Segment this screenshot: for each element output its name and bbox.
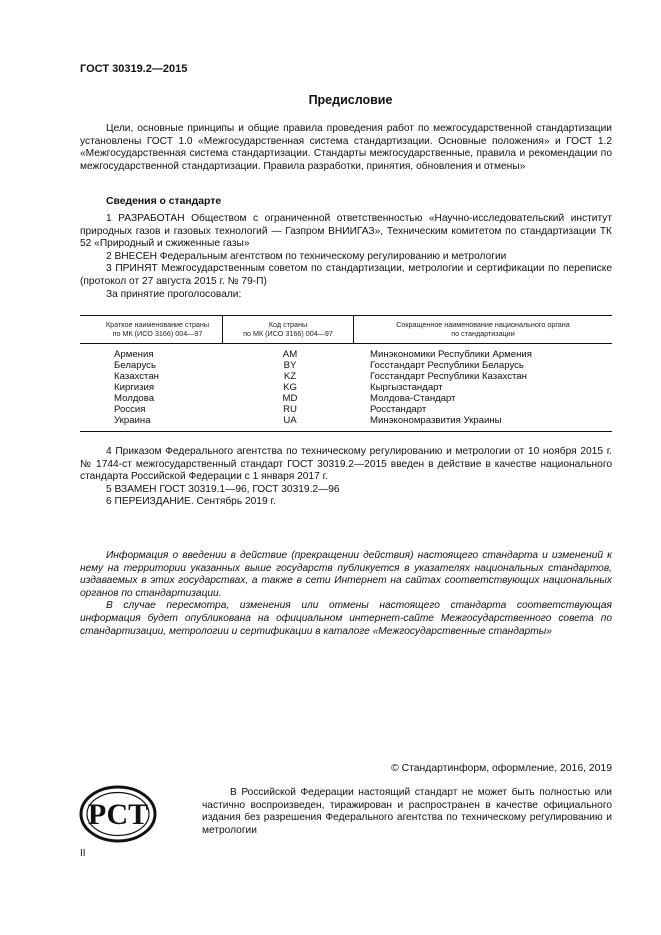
item-2: 2 ВНЕСЕН Федеральным агентством по техническому регулированию и метрологии: [106, 250, 507, 262]
item-5: 5 ВЗАМЕН ГОСТ 30319.1—96, ГОСТ 30319.2—96: [106, 483, 340, 495]
item-4: 4 Приказом Федерального агентства по техническому регулированию и метрологии от 10 ноября 2015 г. № 1744-ст межгосударственный стандарт ГОСТ 30319.2—2015 введен в действие в качестве национального стандарта Российской Федерации с 1 января 2017 г.: [80, 446, 612, 483]
col-header-code-line1: Код страны: [268, 320, 308, 329]
country-code: AM: [282, 349, 298, 360]
standards-body: Госстандарт Республики Беларусь: [370, 360, 524, 371]
col-header-body-line1: Сокращенное наименование национального органа: [396, 320, 570, 329]
standards-body: Минэкономики Республики Армения: [370, 349, 532, 360]
page-number: II: [80, 848, 86, 859]
standards-body: Кыргызстандарт: [370, 382, 443, 393]
standard-info-list: [80, 213, 612, 301]
table-row: [80, 382, 612, 393]
section-title: Сведения о стандарте: [106, 196, 222, 207]
intro-text: Цели, основные принципы и общие правила проведения работ по межгосударственной стандартизации установлены ГОСТ 1.0 «Межгосударственная система стандартизации. Основные положения» и ГОСТ 1.2 «Межгосударственная система стандартизации. Стандарты межгосударственные, правила и рекомендации по межгосударственной стандартизации. Правила разработки, принятия, обновления и отмены»: [80, 123, 612, 172]
table-row: [80, 371, 612, 382]
logo-text: РСТ: [87, 798, 149, 831]
table-header: [80, 315, 612, 344]
standards-body: Госстандарт Республики Казахстан: [370, 371, 527, 382]
table-row: [80, 404, 612, 415]
item-6: 6 ПЕРЕИЗДАНИЕ. Сентябрь 2019 г.: [106, 496, 276, 508]
col-header-country-line1: Краткое наименование страны: [105, 320, 210, 329]
vote-caption: За принятие проголосовали:: [106, 288, 242, 300]
standards-body: Молдова-Стандарт: [370, 393, 456, 404]
col-header-country: [80, 320, 235, 338]
country-code: KG: [283, 382, 297, 393]
notice-text: В Российской Федерации настоящий стандарт не может быть полностью или частично воспроизведен, тиражирован и распространен в качестве официального издания без разрешения Федерального агентства по техническому регулированию и метрологии: [202, 787, 612, 836]
country-name: Киргизия: [114, 382, 155, 393]
col-header-body-line2: по стандартизации: [451, 329, 515, 338]
country-name: Украина: [114, 415, 151, 426]
info-paragraph-1: Информация о введении в действие (прекращении действия) настоящего стандарта и изменений к нему на территории указанных выше государств публикуется в указателях национальных стандартов, издаваемых в этих государствах, а также в сети Интернет на сайтах соответствующих национальных органов по стандартизации.: [80, 550, 612, 599]
page-title: Предисловие: [308, 93, 393, 107]
country-name: Россия: [114, 404, 146, 415]
reproduction-notice: [202, 787, 612, 837]
table-row: [80, 349, 612, 360]
standards-body: Росстандарт: [370, 404, 427, 415]
standards-body: Минэкономразвития Украины: [370, 415, 502, 426]
item-3: 3 ПРИНЯТ Межгосударственным советом по стандартизации, метрологии и сертификации по переписке (протокол от 27 августа 2015 г. № 79-П): [80, 263, 612, 287]
item-1: 1 РАЗРАБОТАН Обществом с ограниченной ответственностью «Научно-исследовательский институт природных газов и газовых технологий — Газпром ВНИИГАЗ», Техническим комитетом по стандартизации ТК 52 «Природный и сжиженные газы»: [80, 213, 612, 250]
info-paragraph-2: В случае пересмотра, изменения или отмены настоящего стандарта соответствующая информация будет опубликована на официальном интернет-сайте Межгосударственного совета по стандартизации, метрологии и сертификации в каталоге «Межгосударственные стандарты»: [80, 600, 612, 637]
table-row: [80, 360, 612, 371]
country-code: KZ: [283, 371, 297, 382]
country-name: Молдова: [114, 393, 155, 404]
country-code: UA: [283, 415, 297, 426]
country-name: Армения: [114, 349, 154, 360]
col-header-body: [354, 320, 612, 338]
table-row: [80, 393, 612, 404]
rst-certification-mark-icon: [78, 784, 158, 844]
col-header-country-line2: по МК (ИСО 3166) 004—97: [112, 329, 203, 338]
country-name: Беларусь: [114, 360, 156, 371]
publication-info: [80, 550, 612, 638]
standard-info-list-cont: [80, 446, 612, 509]
table-row: [80, 415, 612, 426]
country-code: RU: [283, 404, 297, 415]
country-code: MD: [282, 393, 298, 404]
table-bottom-rule: [80, 431, 612, 432]
country-name: Казахстан: [114, 371, 159, 382]
copyright-line: © Стандартинформ, оформление, 2016, 2019: [391, 763, 612, 774]
country-code: BY: [283, 360, 297, 371]
col-header-code: [223, 320, 353, 338]
document-id: ГОСТ 30319.2—2015: [80, 63, 188, 75]
col-header-code-line2: по МК (ИСО 3166) 004—97: [243, 329, 333, 338]
intro-paragraph: [80, 123, 612, 173]
